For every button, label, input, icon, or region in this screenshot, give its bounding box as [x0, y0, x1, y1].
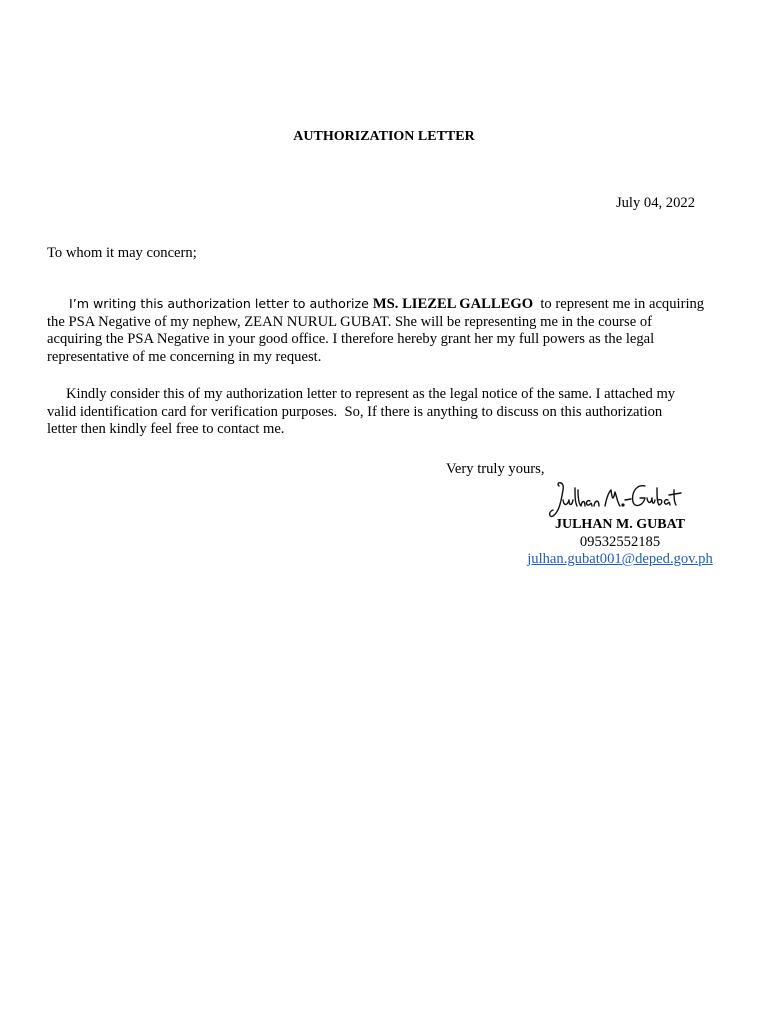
body-paragraph-1 [47, 295, 727, 366]
signer-name: JULHAN M. GUBAT [554, 517, 686, 532]
paragraph-1-line-3: acquiring the PSA Negative in your good office. I therefore hereby grant her my full powers as the legal [47, 331, 655, 347]
body-paragraph-2 [47, 386, 727, 439]
paragraph-1-line-4: representative of me concerning in my request. [47, 348, 322, 365]
paragraph-2-line-2: valid identification card for verification purposes. So, If there is anything to discuss on this authorization [47, 403, 663, 420]
letter-title: AUTHORIZATION LETTER [293, 129, 475, 144]
authorized-person-name: MS. LIEZEL GALLEGO [372, 296, 534, 312]
salutation: To whom it may concern; [47, 245, 197, 261]
closing: Very truly yours, [446, 461, 545, 477]
letter-date: July 04, 2022 [615, 195, 695, 211]
signer-phone: 09532552185 [579, 533, 661, 550]
signer-email-link[interactable]: julhan.gubat001@deped.gov.ph [527, 551, 713, 567]
paragraph-1-line-1-prefix: I’m writing this authorization letter to authorize [69, 296, 373, 311]
paragraph-1-line-1 [47, 295, 727, 314]
signer-block [520, 516, 720, 569]
paragraph-2-line-1: Kindly consider this of my authorization letter to represent as the legal notice of the same. I attached my [66, 386, 676, 402]
paragraph-1-line-1-suffix: to represent me in acquiring [533, 296, 705, 312]
paragraph-2-line-3: letter then kindly feel free to contact me. [47, 421, 285, 437]
paragraph-1-line-2: the PSA Negative of my nephew, ZEAN NURUL GUBAT. She will be representing me in the course of [47, 313, 652, 330]
